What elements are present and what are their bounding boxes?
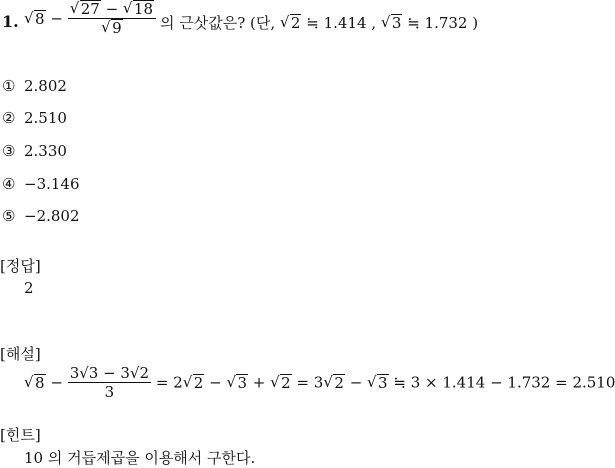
sqrt-9: √ 9 xyxy=(101,19,123,37)
sqrt-8: √ 8 xyxy=(24,10,46,28)
answer-value: 2 xyxy=(24,279,34,297)
option-1: ① 2.802 xyxy=(2,77,67,95)
sqrt-18: √ 18 xyxy=(123,0,154,18)
sqrt-3-condition: √ 3 xyxy=(381,14,403,32)
fraction: √ 27 − √ 18 √ 9 xyxy=(68,0,156,37)
sqrt-27: √ 27 xyxy=(70,0,101,18)
hint-text: 10 의 거듭제곱을 이용해서 구한다. xyxy=(24,449,256,467)
sqrt-2-condition: √ 2 xyxy=(280,14,302,32)
option-5: ⑤ −2.802 xyxy=(2,207,80,225)
answer-header: [정답] xyxy=(0,257,41,275)
explanation-header: [해설] xyxy=(0,345,41,363)
minus-sign: − xyxy=(50,9,63,28)
hint-header: [힌트] xyxy=(0,426,41,444)
question-number: 1. xyxy=(2,12,19,31)
option-3: ③ 2.330 xyxy=(2,142,67,160)
option-4: ④ −3.146 xyxy=(2,175,80,193)
explanation-fraction: $\frac{3√3 - 3√2}{3}$ xyxy=(69,364,150,401)
explanation-expression: √ 8 − $\frac{3√3 - 3√2}{3}$ = 2√ 2 − √ 3 + √ 2 = 3√ 2 − √ 3 ≒ 3 × 1.414 − 1.732 = 2.510 xyxy=(24,364,615,401)
option-2: ② 2.510 xyxy=(2,109,67,127)
question-text: 의 근삿값은? (단, √ 2 ≒ 1.414 , √ 3 ≒ 1.732 ) xyxy=(160,12,478,33)
question-expression xyxy=(24,0,156,46)
